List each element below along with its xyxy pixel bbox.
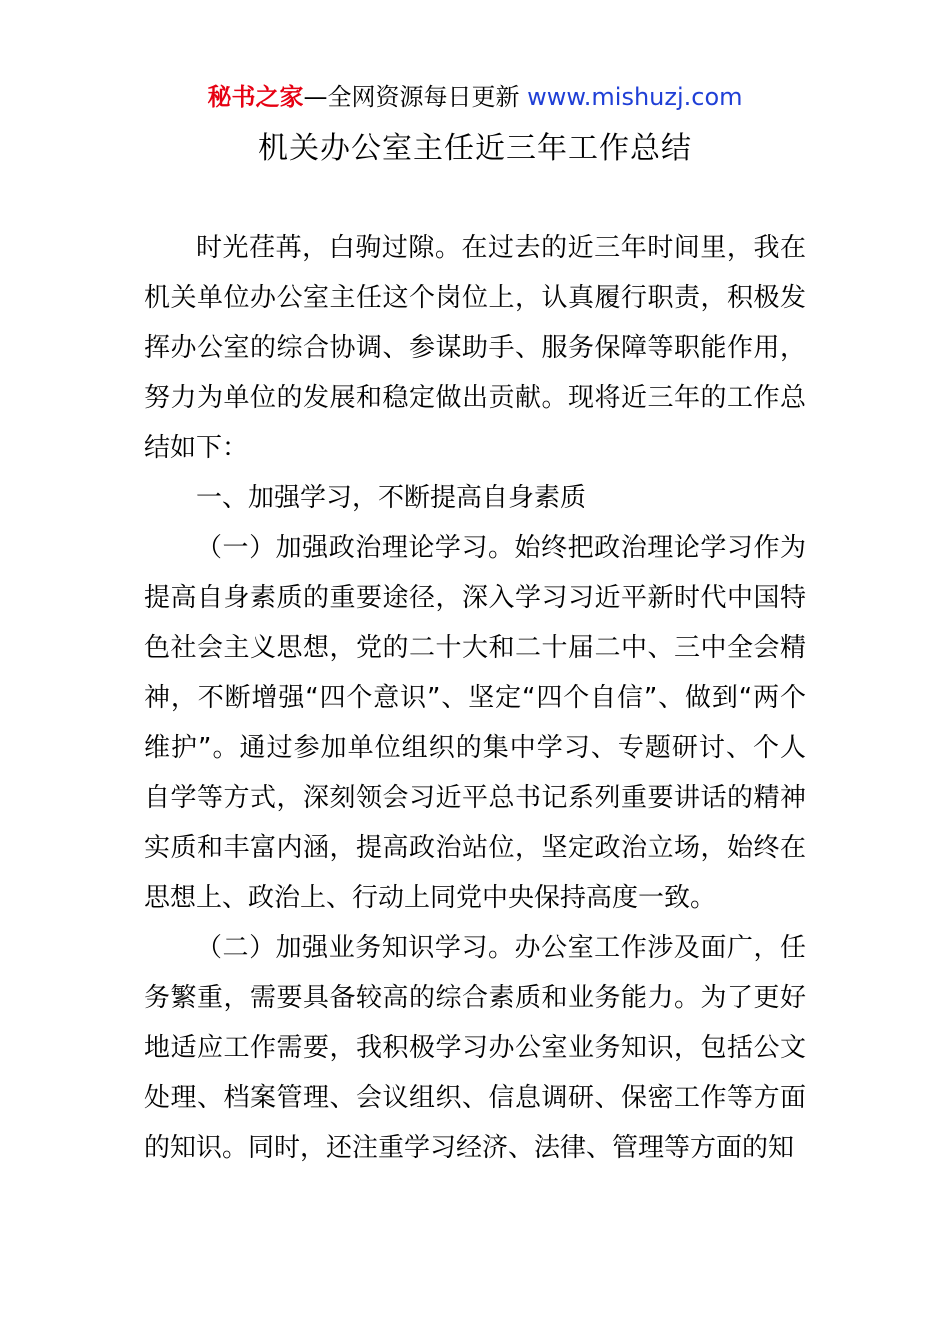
header-tagline: —全网资源每日更新 [303, 83, 528, 111]
document-body [144, 223, 806, 1173]
site-header [0, 80, 950, 114]
intro-paragraph: 时光荏苒，白驹过隙。在过去的近三年时间里，我在机关单位办公室主任这个岗位上，认真履行职责，积极发挥办公室的综合协调、参谋助手、服务保障等职能作用，努力为单位的发展和稳定做出贡献。现将近三年的工作总结如下： [144, 233, 806, 463]
section-heading: 一、加强学习，不断提高自身素质 [196, 483, 587, 513]
body-paragraph: （一）加强政治理论学习。始终把政治理论学习作为提高自身素质的重要途径，深入学习习近平新时代中国特色社会主义思想，党的二十大和二十届二中、三中全会精神，不断增强“四个意识”、坚定“四个自信”、做到“两个维护”。通过参加单位组织的集中学习、专题研讨、个人自学等方式，深刻领会习近平总书记系列重要讲话的精神实质和丰富内涵，提高政治站位，坚定政治立场，始终在思想上、政治上、行动上同党中央保持高度一致。 [144, 533, 806, 913]
brand-name: 秘书之家 [207, 83, 304, 111]
site-url-link[interactable]: www.mishuzj.com [527, 83, 743, 111]
body-paragraph: （二）加强业务知识学习。办公室工作涉及面广，任务繁重，需要具备较高的综合素质和业务能力。为了更好地适应工作需要，我积极学习办公室业务知识，包括公文处理、档案管理、会议组织、信息调研、保密工作等方面的知识。同时，还注重学习经济、法律、管理等方面的知 [144, 933, 806, 1163]
document-title: 机关办公室主任近三年工作总结 [258, 131, 692, 166]
